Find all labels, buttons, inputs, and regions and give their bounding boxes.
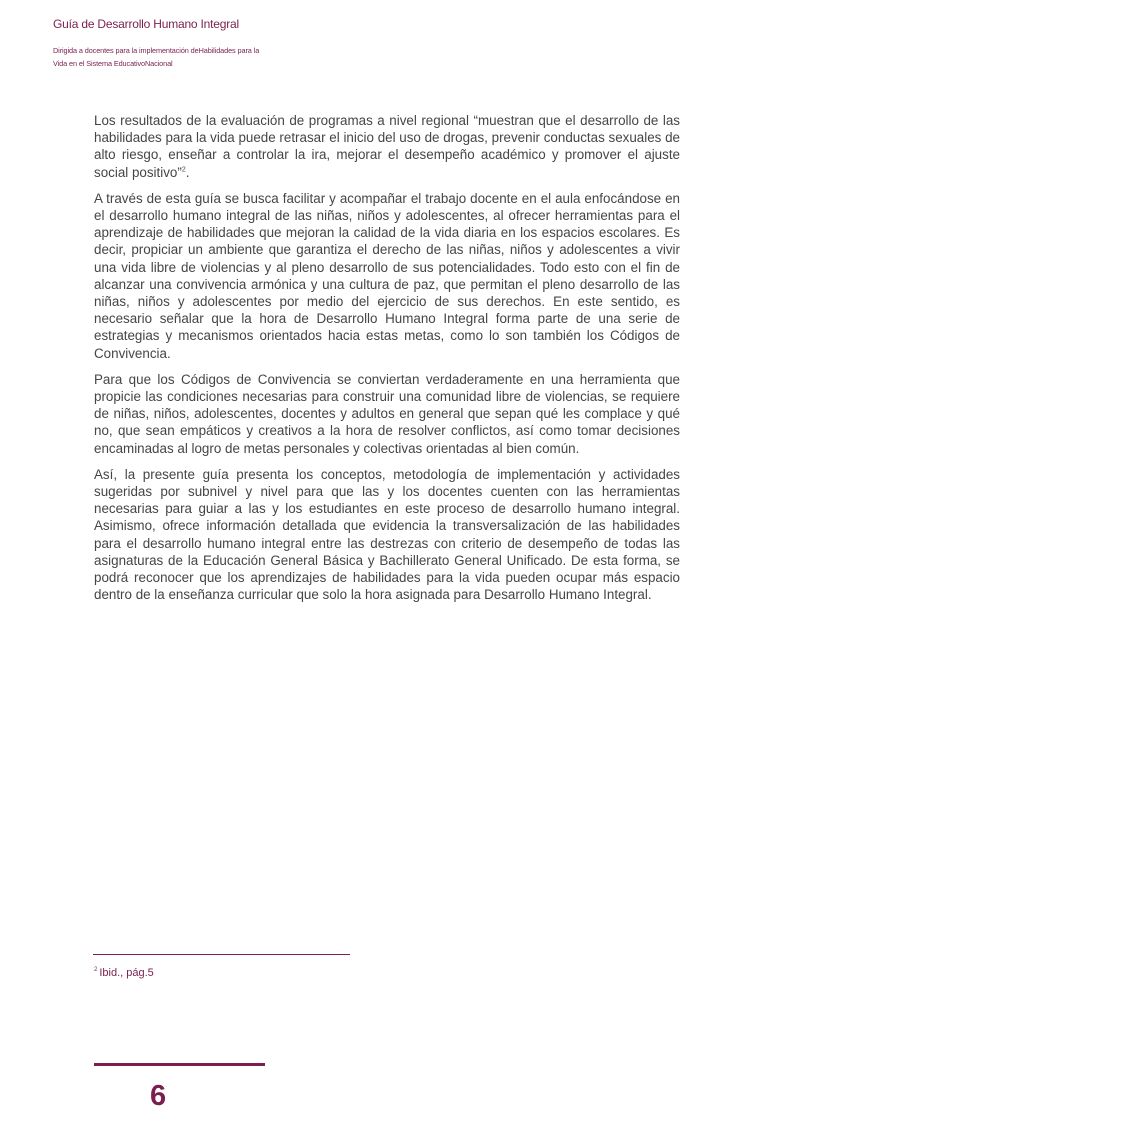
subtitle-line-2: Vida en el Sistema EducativoNacional <box>53 59 173 68</box>
paragraph-2: A través de esta guía se busca facilitar y acompañar el trabajo docente en el aula enfocándose en el desarrollo humano integral de las niñas, niños y adolescentes, al ofrecer herramientas para el aprendizaje de habilidades que mejoran la calidad de la vida diaria en los espacios escolares. Es decir, propiciar un ambiente que garantiza el derecho de las niñas, niños y adolescentes a vivir una vida libre de violencias y al pleno desarrollo de sus potencialidades. Todo esto con el fin de alcanzar una convivencia armónica y una cultura de paz, que permitan el pleno desarrollo de las niñas, niños y adolescentes por medio del ejercicio de sus derechos. En este sentido, es necesario señalar que la hora de Desarrollo Humano Integral forma parte de una serie de estrategias y mecanismos orientados hacia estas metas, como lo son también los Códigos de Convivencia. <box>94 190 680 361</box>
document-subtitle <box>53 44 259 70</box>
paragraph-1 <box>94 112 680 181</box>
page-number-divider <box>94 1063 265 1066</box>
footnote-reference[interactable]: 2 <box>181 166 186 174</box>
paragraph-3: Para que los Códigos de Convivencia se conviertan verdaderamente en una herramienta que propicie las condiciones necesarias para construir una comunidad libre de violencias, se requiere de niñas, niños, adolescentes, docentes y adultos en general que sepan qué les complace y qué no, que sean empáticos y creativos a la hora de resolver conflictos, así como tomar decisiones encaminadas al logro de metas personales y colectivas orientadas al bien común. <box>94 371 680 456</box>
document-title: Guía de Desarrollo Humano Integral <box>53 17 239 31</box>
paragraph-4: Así, la presente guía presenta los conceptos, metodología de implementación y actividades sugeridas por subnivel y nivel para que las y los docentes cuenten con las herramientas necesarias para guiar a las y los estudiantes en este proceso de desarrollo humano integral. Asimismo, ofrece información detallada que evidencia la transversalización de las habilidades para el desarrollo humano integral entre las destrezas con criterio de desempeño de todas las asignaturas de la Educación General Básica y Bachillerato General Unificado. De esta forma, se podrá reconocer que los aprendizajes de habilidades para la vida pueden ocupar más espacio dentro de la enseñanza curricular que solo la hora asignada para Desarrollo Humano Integral. <box>94 466 680 603</box>
main-text <box>94 112 680 612</box>
paragraph-1-period: . <box>185 164 190 180</box>
paragraph-1-text: Los resultados de la evaluación de programas a nivel regional “muestran que el desarrollo de las habilidades para la vida puede retrasar el inicio del uso de drogas, prevenir conductas sexuales de alto riesgo, enseñar a controlar la ira, mejorar el desempeño académico y promover el ajuste social positivo” <box>94 113 680 180</box>
footnote-divider <box>93 954 350 955</box>
footnote <box>94 967 154 979</box>
footnote-mark: 2 <box>94 967 98 974</box>
subtitle-line-1: Dirigida a docentes para la implementación deHabilidades para la <box>53 46 260 55</box>
footnote-text: Ibid., pág.5 <box>99 967 154 979</box>
page-number: 6 <box>150 1080 167 1112</box>
